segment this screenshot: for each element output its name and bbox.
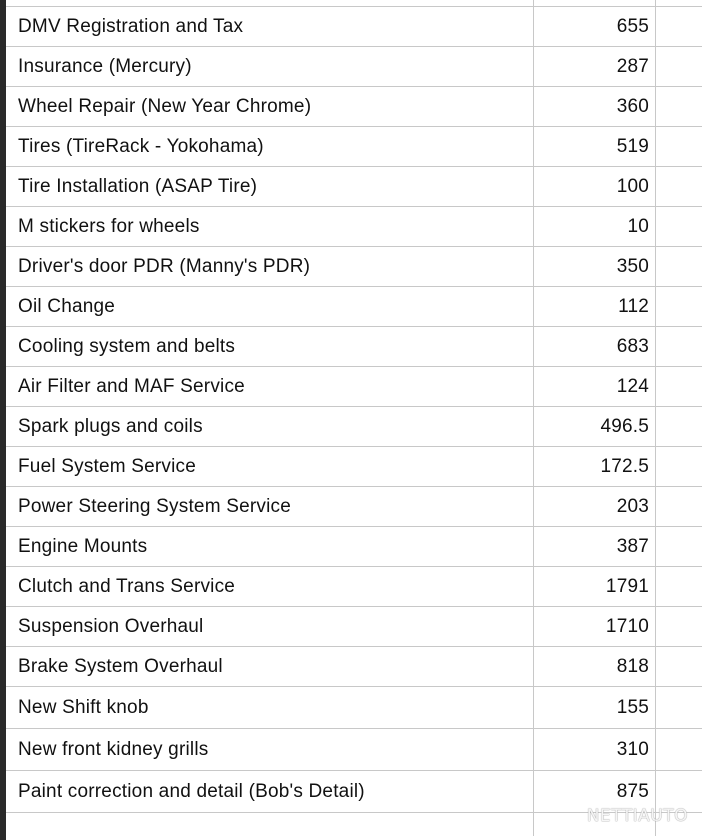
empty-cell[interactable] bbox=[656, 207, 702, 246]
table-row bbox=[6, 566, 702, 606]
cost-cell[interactable]: 875 bbox=[534, 771, 656, 812]
table-row bbox=[6, 526, 702, 566]
table-row bbox=[6, 606, 702, 646]
item-cell[interactable]: M stickers for wheels bbox=[6, 207, 534, 246]
item-cell[interactable]: New Shift knob bbox=[6, 687, 534, 728]
cost-cell[interactable]: 1710 bbox=[534, 607, 656, 646]
empty-cell[interactable] bbox=[656, 527, 702, 566]
cost-cell[interactable]: 655 bbox=[534, 7, 656, 46]
table-row bbox=[6, 446, 702, 486]
cost-cell[interactable]: 155 bbox=[534, 687, 656, 728]
cost-cell[interactable]: 10 bbox=[534, 207, 656, 246]
cost-cell[interactable]: 496.5 bbox=[534, 407, 656, 446]
table-row bbox=[6, 6, 702, 46]
item-cell[interactable]: Driver's door PDR (Manny's PDR) bbox=[6, 247, 534, 286]
cost-cell[interactable]: 818 bbox=[534, 647, 656, 686]
cost-cell[interactable]: 100 bbox=[534, 167, 656, 206]
item-cell[interactable]: Engine Mounts bbox=[6, 527, 534, 566]
table-row bbox=[6, 286, 702, 326]
cost-cell[interactable]: 172.5 bbox=[534, 447, 656, 486]
item-cell[interactable]: Insurance (Mercury) bbox=[6, 47, 534, 86]
empty-cell[interactable] bbox=[656, 167, 702, 206]
empty-cell[interactable] bbox=[656, 7, 702, 46]
cost-table bbox=[6, 0, 702, 836]
item-cell[interactable]: Suspension Overhaul bbox=[6, 607, 534, 646]
empty-cell[interactable] bbox=[656, 647, 702, 686]
table-row bbox=[6, 46, 702, 86]
cost-cell[interactable]: 360 bbox=[534, 87, 656, 126]
item-cell[interactable]: Clutch and Trans Service bbox=[6, 567, 534, 606]
item-cell[interactable]: Power Steering System Service bbox=[6, 487, 534, 526]
empty-cell[interactable] bbox=[6, 813, 534, 836]
empty-cell[interactable] bbox=[656, 729, 702, 770]
table-row bbox=[6, 486, 702, 526]
empty-cell[interactable] bbox=[656, 367, 702, 406]
cost-cell[interactable]: 310 bbox=[534, 729, 656, 770]
empty-cell[interactable] bbox=[656, 447, 702, 486]
table-row bbox=[6, 646, 702, 686]
cost-cell[interactable]: 1791 bbox=[534, 567, 656, 606]
empty-cell[interactable] bbox=[656, 287, 702, 326]
table-row bbox=[6, 246, 702, 286]
cost-cell[interactable]: 519 bbox=[534, 127, 656, 166]
empty-cell[interactable] bbox=[656, 247, 702, 286]
empty-cell[interactable] bbox=[656, 127, 702, 166]
item-cell[interactable]: Brake System Overhaul bbox=[6, 647, 534, 686]
item-cell[interactable]: Tire Installation (ASAP Tire) bbox=[6, 167, 534, 206]
empty-cell[interactable] bbox=[656, 687, 702, 728]
item-cell[interactable]: Fuel System Service bbox=[6, 447, 534, 486]
table-row bbox=[6, 126, 702, 166]
empty-cell[interactable] bbox=[656, 487, 702, 526]
watermark-logo: NETTIAUTO bbox=[586, 806, 688, 826]
empty-cell[interactable] bbox=[656, 607, 702, 646]
cost-cell[interactable]: 112 bbox=[534, 287, 656, 326]
empty-cell[interactable] bbox=[656, 407, 702, 446]
item-cell[interactable]: Wheel Repair (New Year Chrome) bbox=[6, 87, 534, 126]
cost-cell[interactable]: 287 bbox=[534, 47, 656, 86]
cost-cell[interactable]: 683 bbox=[534, 327, 656, 366]
table-row bbox=[6, 86, 702, 126]
item-cell[interactable]: DMV Registration and Tax bbox=[6, 7, 534, 46]
empty-cell[interactable] bbox=[656, 567, 702, 606]
table-row bbox=[6, 206, 702, 246]
table-row bbox=[6, 326, 702, 366]
table-row bbox=[6, 686, 702, 728]
empty-cell[interactable] bbox=[656, 327, 702, 366]
table-row bbox=[6, 366, 702, 406]
table-row bbox=[6, 406, 702, 446]
empty-cell[interactable] bbox=[656, 47, 702, 86]
item-cell[interactable]: Spark plugs and coils bbox=[6, 407, 534, 446]
item-cell[interactable]: Tires (TireRack - Yokohama) bbox=[6, 127, 534, 166]
table-row bbox=[6, 166, 702, 206]
item-cell[interactable]: New front kidney grills bbox=[6, 729, 534, 770]
table-row bbox=[6, 728, 702, 770]
item-cell[interactable]: Paint correction and detail (Bob's Detail) bbox=[6, 771, 534, 812]
item-cell[interactable]: Cooling system and belts bbox=[6, 327, 534, 366]
cost-cell[interactable]: 203 bbox=[534, 487, 656, 526]
empty-cell[interactable] bbox=[656, 87, 702, 126]
item-cell[interactable]: Air Filter and MAF Service bbox=[6, 367, 534, 406]
cost-cell[interactable]: 350 bbox=[534, 247, 656, 286]
cost-cell[interactable]: 124 bbox=[534, 367, 656, 406]
cost-cell[interactable]: 387 bbox=[534, 527, 656, 566]
item-cell[interactable]: Oil Change bbox=[6, 287, 534, 326]
